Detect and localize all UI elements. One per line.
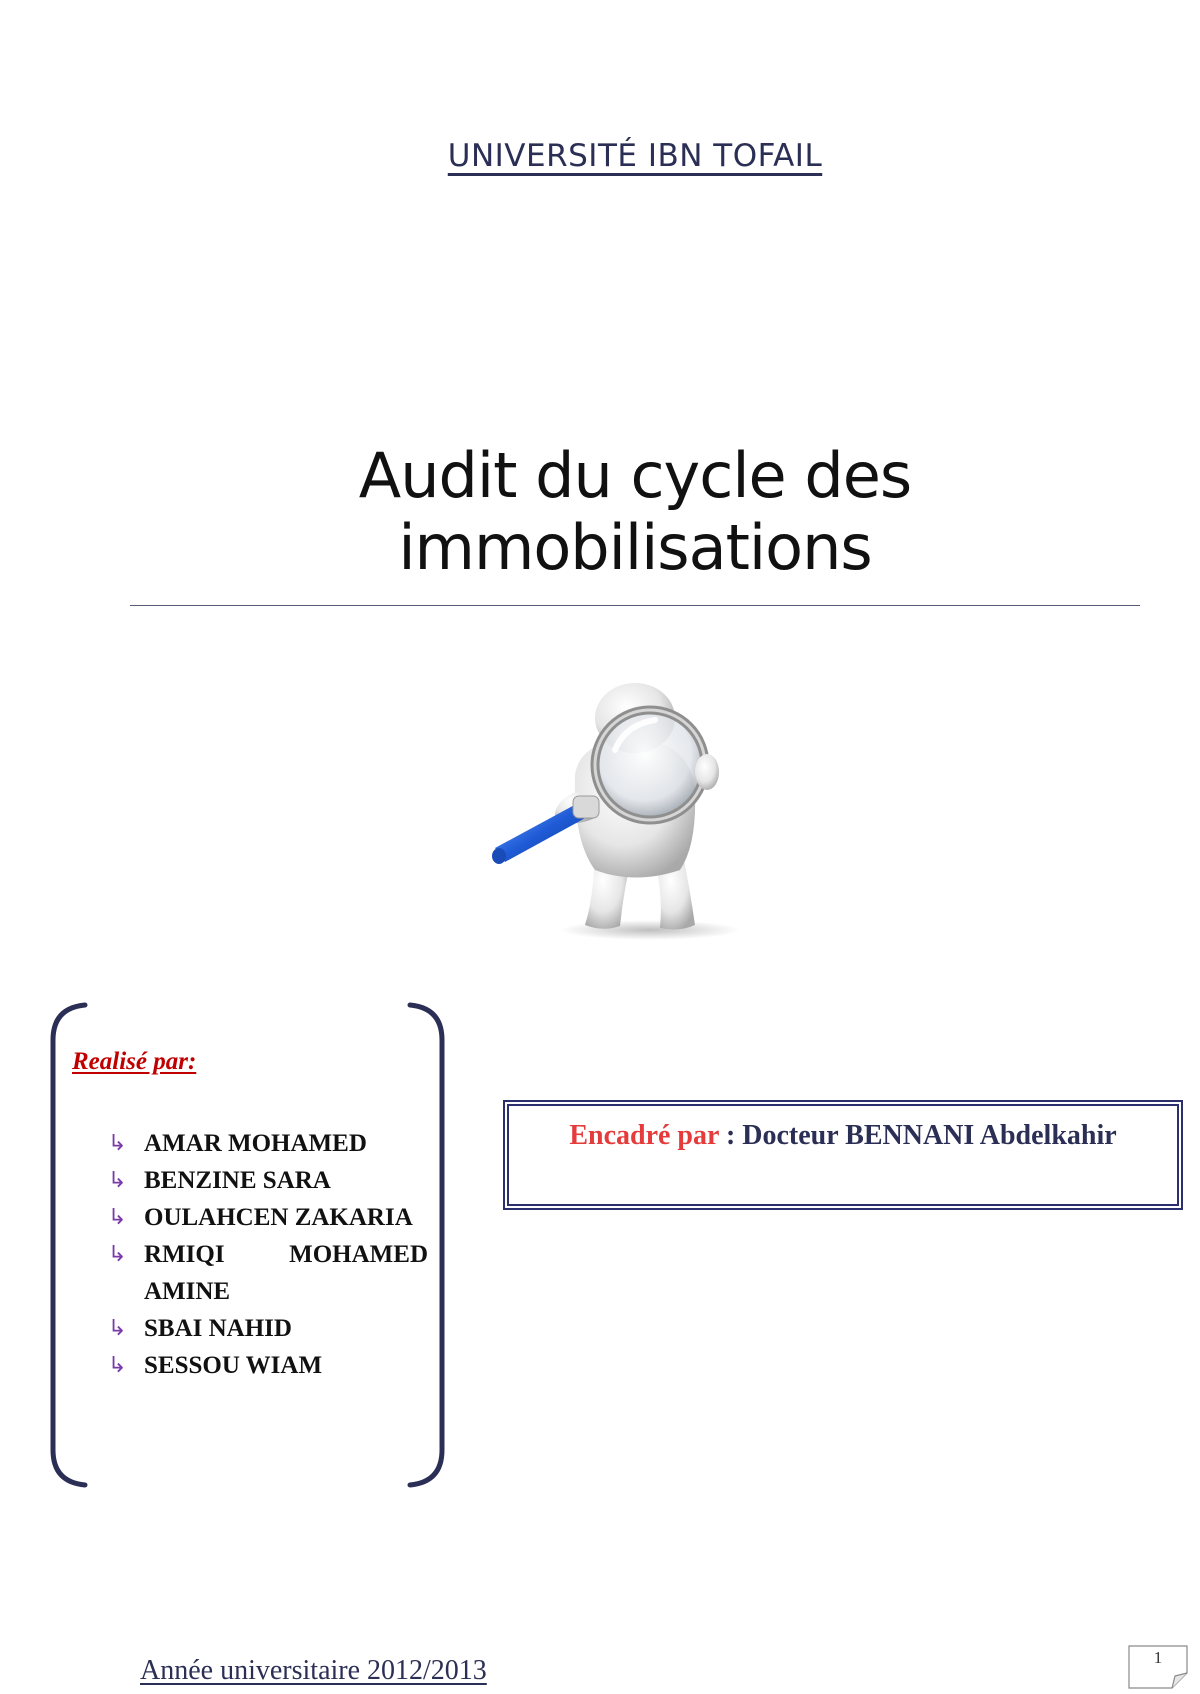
authors-label: Realisé par: bbox=[72, 1048, 197, 1075]
supervisor-label: Encadré par bbox=[569, 1120, 719, 1151]
list-item bbox=[108, 1236, 428, 1310]
supervisor-box bbox=[503, 1100, 1183, 1210]
author-name: BENZINE SARA bbox=[144, 1167, 331, 1194]
author-name: OULAHCEN ZAKARIA bbox=[144, 1204, 413, 1231]
author-name: SESSOU WIAM bbox=[144, 1352, 323, 1379]
list-item bbox=[108, 1199, 428, 1236]
title-divider bbox=[130, 605, 1140, 606]
supervisor-separator: : bbox=[718, 1120, 743, 1151]
document-title bbox=[180, 440, 1090, 584]
arrow-bullet-icon: ↳ bbox=[108, 1168, 127, 1193]
supervisor-name: Docteur BENNANI Abdelkahir bbox=[742, 1120, 1117, 1151]
arrow-bullet-icon: ↳ bbox=[108, 1242, 127, 1267]
university-name bbox=[0, 138, 1200, 174]
author-name: SBAI NAHID bbox=[144, 1315, 292, 1342]
arrow-bullet-icon: ↳ bbox=[108, 1353, 127, 1378]
author-name: RMIQI MOHAMED AMINE bbox=[144, 1241, 428, 1305]
document-title-line-1: Audit du cycle des bbox=[358, 439, 912, 512]
author-name: AMAR MOHAMED bbox=[144, 1130, 367, 1157]
list-item bbox=[108, 1125, 428, 1162]
person-with-magnifying-glass-icon bbox=[485, 680, 785, 945]
page-number: 1 bbox=[1153, 1648, 1163, 1667]
list-item bbox=[108, 1162, 428, 1199]
arrow-bullet-icon: ↳ bbox=[108, 1131, 127, 1156]
list-item bbox=[108, 1310, 428, 1347]
university-name-text: UNIVERSITÉ IBN TOFAIL bbox=[447, 138, 823, 174]
list-item bbox=[108, 1347, 428, 1384]
authors-list bbox=[108, 1125, 428, 1384]
arrow-bullet-icon: ↳ bbox=[108, 1316, 127, 1341]
document-title-line-2: immobilisations bbox=[398, 511, 872, 584]
arrow-bullet-icon: ↳ bbox=[108, 1205, 127, 1230]
academic-year: Année universitaire 2012/2013 bbox=[140, 1655, 487, 1686]
